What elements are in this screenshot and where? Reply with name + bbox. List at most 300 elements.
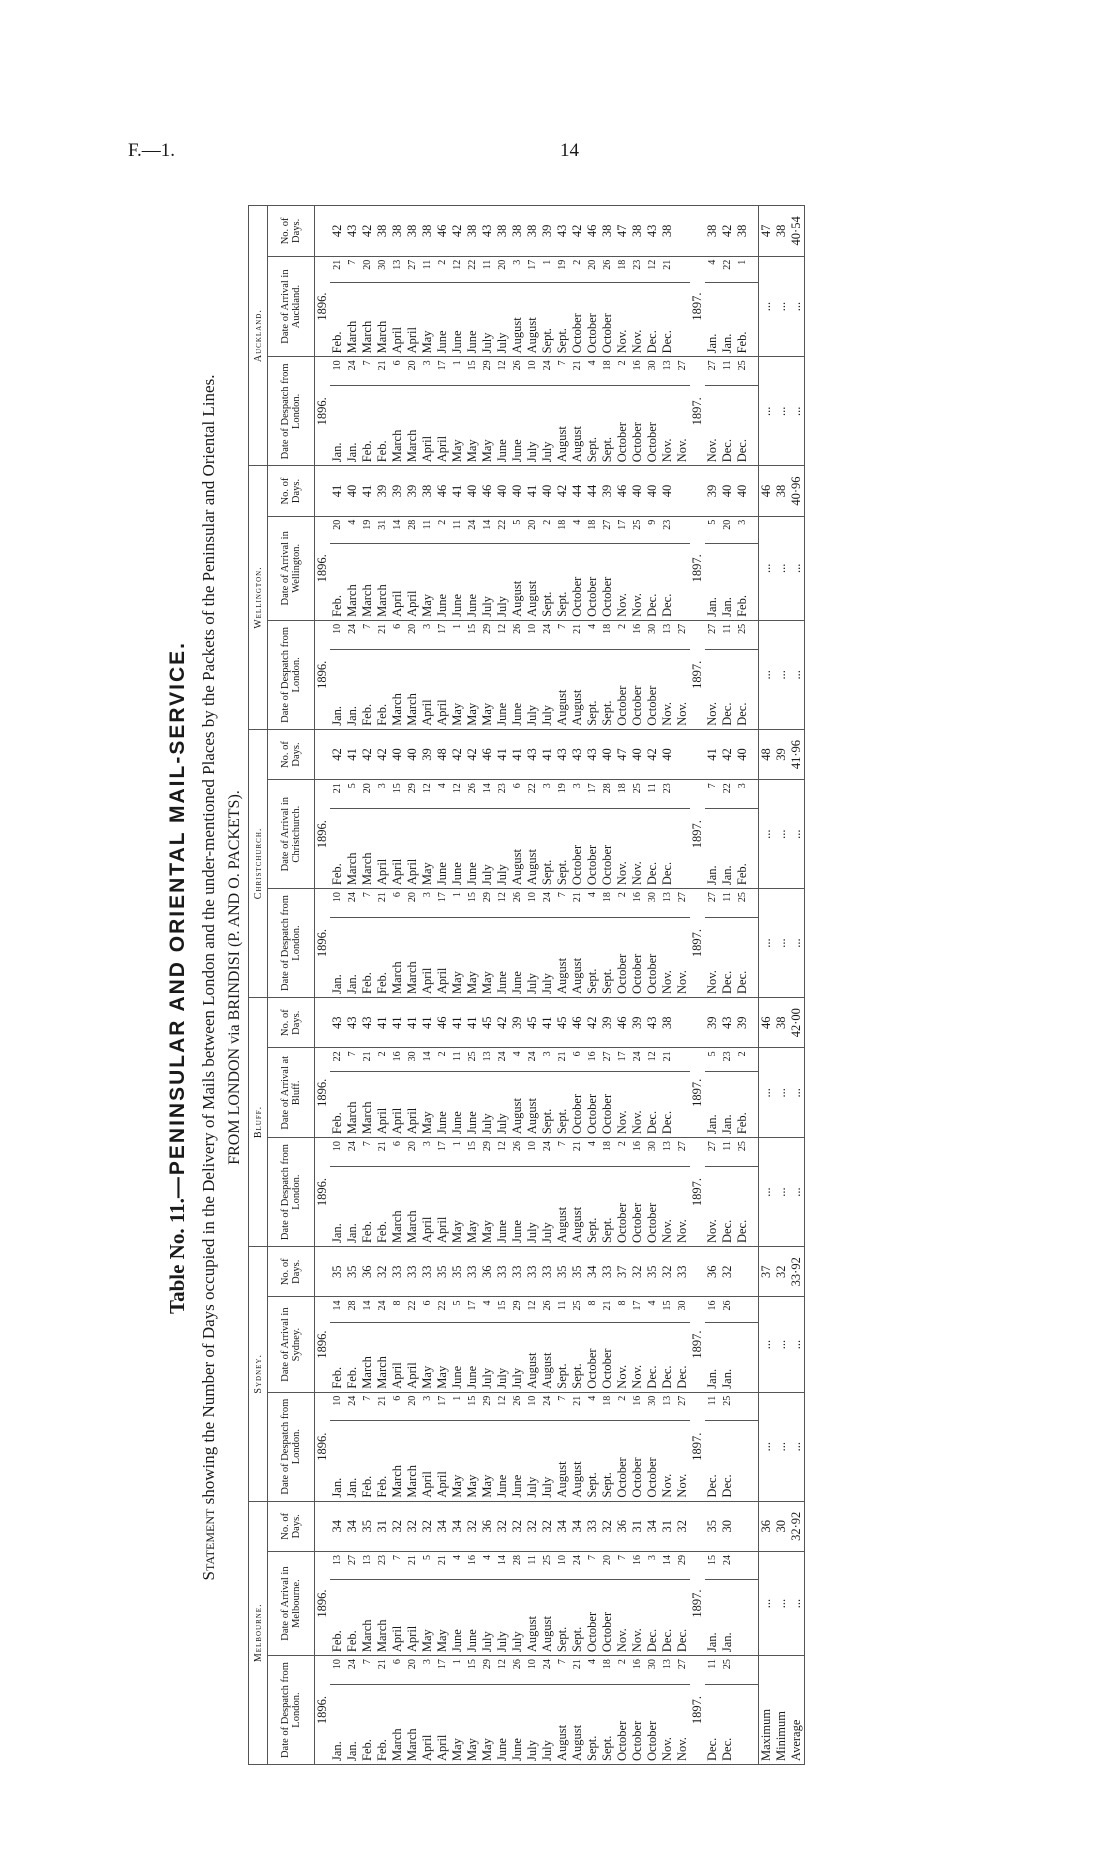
table-row (600, 206, 615, 1765)
empty-cell (315, 1501, 331, 1551)
group-christchurch: Christchurch. (249, 729, 268, 997)
arrival-day: 24 (570, 1552, 585, 1580)
arrival-day: 3 (570, 780, 585, 809)
despatch-day: 4 (585, 889, 600, 918)
despatch-day: 10 (525, 357, 540, 386)
arrival-month: October (570, 1072, 585, 1138)
despatch-day: 12 (495, 1656, 510, 1685)
despatch-month: June (510, 649, 525, 729)
arrival-day: 23 (630, 256, 645, 283)
days-count: 33 (390, 1247, 405, 1297)
despatch-month: July (540, 649, 555, 729)
arrival-month (675, 809, 690, 889)
arrival-day: 20 (525, 516, 540, 544)
arrival-month: Feb. (735, 283, 750, 357)
days-count: 36 (360, 1247, 375, 1297)
days-count: 43 (720, 997, 735, 1047)
despatch-day: 2 (615, 1392, 630, 1421)
arrival-month: July (510, 1322, 525, 1392)
days-header: No. of Days. (268, 997, 315, 1047)
arrival-month: Sept. (555, 809, 570, 889)
days-count: 34 (450, 1501, 465, 1551)
despatch-day: 2 (615, 357, 630, 386)
arrival-day: 21 (435, 1552, 450, 1580)
despatch-day: 27 (675, 620, 690, 649)
arrival-day: 3 (510, 256, 525, 283)
despatch-day: 17 (435, 1138, 450, 1167)
days-count: 48 (435, 729, 450, 779)
despatch-month: Dec. (720, 649, 735, 729)
arrival-day: 6 (570, 1048, 585, 1072)
days-count: 39 (735, 997, 750, 1047)
route-heading: FROM LONDON via BRINDISI (P. AND O. PACKETS). (226, 790, 244, 1165)
despatch-day: 7 (555, 1392, 570, 1421)
despatch-day: 7 (555, 1656, 570, 1685)
arrival-day: 24 (630, 1048, 645, 1072)
table-row (420, 206, 435, 1765)
empty-cell (750, 649, 759, 729)
arrival-month: October (585, 1579, 600, 1656)
despatch-month: March (405, 649, 420, 729)
arrival-month: Sept. (555, 283, 570, 357)
despatch-day: 6 (390, 1392, 405, 1421)
arrival-month: Dec. (675, 1322, 690, 1392)
arrival-day: 29 (405, 780, 420, 809)
arrival-day: 20 (360, 780, 375, 809)
days-count: 38 (390, 206, 405, 257)
days-count: 40 (735, 466, 750, 516)
arrival-month: May (420, 1579, 435, 1656)
despatch-day: 16 (630, 1392, 645, 1421)
despatch-day: 11 (720, 357, 735, 386)
despatch-month: August (555, 649, 570, 729)
despatch-month: Jan. (330, 1421, 345, 1501)
days-count: 43 (345, 206, 360, 257)
days-count: 35 (555, 1247, 570, 1297)
arrival-day: 5 (345, 780, 360, 809)
arrival-day: 11 (450, 516, 465, 544)
despatch-day: 18 (600, 620, 615, 649)
summary-dots: ... (789, 620, 805, 729)
arrival-day: 25 (570, 1297, 585, 1322)
days-count: 33 (585, 1501, 600, 1551)
days-count: 41 (495, 729, 510, 779)
arrival-month: August (525, 544, 540, 621)
despatch-month: Jan. (345, 1421, 360, 1501)
year-label: 1897. (690, 516, 705, 620)
summary-value: 40·54 (789, 206, 805, 257)
days-count: 39 (540, 206, 555, 257)
despatch-day: 27 (675, 1656, 690, 1685)
despatch-day: 13 (660, 1138, 675, 1167)
despatch-day: 15 (465, 620, 480, 649)
year-label: 1897. (690, 256, 705, 357)
arrival-month: October (570, 283, 585, 357)
table-body (315, 206, 805, 1765)
arrival-month: July (480, 283, 495, 357)
arrival-month: October (600, 1322, 615, 1392)
empty-cell (750, 729, 759, 779)
arrival-day: 7 (705, 780, 720, 809)
despatch-day: 21 (375, 1138, 390, 1167)
year-label: 1897. (690, 1048, 705, 1138)
arrival-month: October (570, 544, 585, 621)
arrival-month: August (525, 809, 540, 889)
despatch-day: 7 (555, 1138, 570, 1167)
despatch-month: Nov. (705, 917, 720, 997)
despatch-month: Sept. (600, 917, 615, 997)
arrival-day: 16 (585, 1048, 600, 1072)
arrival-month: Nov. (615, 283, 630, 357)
arrival-month: Feb. (330, 809, 345, 889)
arrival-day: 13 (360, 1552, 375, 1580)
page-id: F.—1. (128, 140, 176, 161)
despatch-day: 3 (420, 1656, 435, 1685)
despatch-month: October (615, 386, 630, 466)
days-count: 41 (375, 997, 390, 1047)
despatch-month: October (645, 1421, 660, 1501)
arrival-day: 16 (465, 1552, 480, 1580)
despatch-month: Jan. (345, 1166, 360, 1246)
arrival-day: 8 (585, 1297, 600, 1322)
days-count: 43 (585, 729, 600, 779)
days-count: 39 (375, 466, 390, 516)
arrival-day: 22 (435, 1297, 450, 1322)
arrival-month: Feb. (345, 1579, 360, 1656)
table-row (615, 206, 630, 1765)
despatch-day: 21 (375, 620, 390, 649)
arrival-day: 12 (450, 780, 465, 809)
despatch-month: August (555, 1421, 570, 1501)
despatch-month: October (645, 917, 660, 997)
despatch-month: June (495, 1684, 510, 1764)
despatch-month: March (405, 1166, 420, 1246)
despatch-month: May (450, 917, 465, 997)
despatch-month: Nov. (675, 1166, 690, 1246)
arrival-month: Dec. (645, 1322, 660, 1392)
despatch-day: 27 (675, 357, 690, 386)
page-number: 14 (560, 140, 579, 161)
days-count: 46 (615, 997, 630, 1047)
arrival-month: October (600, 809, 615, 889)
despatch-day: 6 (390, 1138, 405, 1167)
days-count: 38 (705, 206, 720, 257)
empty-cell (750, 1656, 759, 1685)
despatch-day: 1 (450, 1656, 465, 1685)
arrival-day: 25 (540, 1552, 555, 1580)
despatch-day: 21 (570, 357, 585, 386)
arrival-month: April (405, 1579, 420, 1656)
arrival-month: June (435, 809, 450, 889)
despatch-day: 20 (405, 1656, 420, 1685)
despatch-day: 29 (480, 1656, 495, 1685)
days-count: 45 (480, 997, 495, 1047)
arrival-month: Dec. (645, 544, 660, 621)
arrival-day: 16 (390, 1048, 405, 1072)
despatch-day: 20 (405, 357, 420, 386)
arrival-month: Feb. (345, 1322, 360, 1392)
arrival-day: 6 (420, 1297, 435, 1322)
arrival-day: 3 (540, 1048, 555, 1072)
despatch-month: March (405, 917, 420, 997)
arrival-day: 20 (585, 256, 600, 283)
days-count: 39 (600, 466, 615, 516)
despatch-day: 21 (375, 889, 390, 918)
days-count: 41 (510, 729, 525, 779)
year-label: 1896. (315, 1297, 331, 1392)
statement-text: showing the Number of Days occupied in the Delivery of Mails between London and the under-mentioned Places by the Packets of the Peninsular and Oriental Lines. (199, 374, 218, 1505)
arrival-month: October (585, 283, 600, 357)
despatch-day: 7 (360, 1392, 375, 1421)
days-count: 42 (330, 729, 345, 779)
year-label: 1896. (315, 256, 331, 357)
despatch-month: Jan. (345, 386, 360, 466)
empty-cell (750, 1048, 759, 1072)
despatch-header: Date of Despatch from London. (268, 1392, 315, 1501)
arrival-day: 24 (525, 1048, 540, 1072)
arrival-day: 27 (405, 256, 420, 283)
arrival-day: 26 (465, 780, 480, 809)
days-count: 38 (660, 997, 675, 1047)
summary-dots: ... (774, 620, 789, 729)
arrival-month: June (465, 1322, 480, 1392)
despatch-month: Feb. (360, 386, 375, 466)
arrival-month: October (585, 1072, 600, 1138)
summary-value: 47 (759, 206, 775, 257)
arrival-month: April (390, 283, 405, 357)
despatch-day: 3 (420, 1138, 435, 1167)
arrival-month: May (435, 1322, 450, 1392)
days-count: 43 (645, 206, 660, 257)
arrival-month: August (510, 809, 525, 889)
days-count: 42 (555, 466, 570, 516)
arrival-day: 5 (705, 516, 720, 544)
summary-dots: ... (789, 1392, 805, 1501)
group-melbourne: Melbourne. (249, 1501, 268, 1764)
despatch-month: July (540, 386, 555, 466)
days-count: 43 (330, 997, 345, 1047)
despatch-month: Jan. (345, 1684, 360, 1764)
arrival-day: 29 (510, 1297, 525, 1322)
despatch-month: Nov. (705, 386, 720, 466)
empty-cell (750, 780, 759, 809)
despatch-day: 16 (630, 620, 645, 649)
despatch-day: 24 (345, 889, 360, 918)
arrival-day: 3 (645, 1552, 660, 1580)
arrival-day: 3 (735, 780, 750, 809)
days-count: 38 (405, 206, 420, 257)
arrival-day: 21 (555, 1048, 570, 1072)
empty-cell (750, 1501, 759, 1551)
summary-value: 42·00 (789, 997, 805, 1047)
summary-value: 33·92 (789, 1247, 805, 1297)
despatch-month: April (420, 1421, 435, 1501)
summary-dots: ... (789, 516, 805, 620)
summary-value: 36 (759, 1501, 775, 1551)
arrival-day: 17 (615, 516, 630, 544)
summary-dots: ... (789, 357, 805, 466)
days-count: 42 (360, 206, 375, 257)
despatch-day: 3 (420, 620, 435, 649)
arrival-month: July (495, 1322, 510, 1392)
arrival-day: 20 (720, 516, 735, 544)
summary-dots: ... (789, 780, 805, 889)
arrival-day: 24 (465, 516, 480, 544)
despatch-day (735, 1392, 750, 1421)
arrival-month: Jan. (720, 809, 735, 889)
despatch-header: Date of Despatch from London. (268, 889, 315, 998)
arrival-month: Jan. (705, 544, 720, 621)
arrival-month: May (435, 1579, 450, 1656)
empty-cell (750, 357, 759, 386)
summary-value: 39 (774, 729, 789, 779)
summary-dots: ... (774, 1552, 789, 1656)
despatch-day: 10 (525, 889, 540, 918)
despatch-day: 21 (375, 1392, 390, 1421)
empty-cell (750, 544, 759, 621)
arrival-month: Sept. (555, 544, 570, 621)
despatch-month: July (540, 917, 555, 997)
days-count: 32 (390, 1501, 405, 1551)
arrival-month: Jan. (720, 544, 735, 621)
arrival-month: August (540, 1579, 555, 1656)
despatch-month: Feb. (375, 1421, 390, 1501)
arrival-month: April (390, 1579, 405, 1656)
days-count: 46 (570, 997, 585, 1047)
days-count: 44 (570, 466, 585, 516)
days-count: 46 (435, 206, 450, 257)
arrival-day: 3 (375, 780, 390, 809)
days-count: 43 (480, 206, 495, 257)
days-header: No. of Days. (268, 1501, 315, 1551)
despatch-month: Dec. (720, 386, 735, 466)
despatch-day: 11 (705, 1656, 720, 1685)
despatch-month: July (540, 1421, 555, 1501)
arrival-day: 14 (660, 1552, 675, 1580)
despatch-month: Dec. (735, 917, 750, 997)
table-row (540, 206, 555, 1765)
despatch-day: 27 (705, 889, 720, 918)
days-count (675, 466, 690, 516)
despatch-month: May (450, 1684, 465, 1764)
year-label: 1897. (690, 620, 705, 729)
despatch-month: October (630, 1166, 645, 1246)
despatch-month: May (480, 917, 495, 997)
year-row (315, 206, 331, 1765)
arrival-month: Sept. (570, 1579, 585, 1656)
arrival-month: Nov. (615, 1579, 630, 1656)
despatch-month: June (510, 1421, 525, 1501)
despatch-day: 13 (660, 1392, 675, 1421)
despatch-month: Sept. (600, 1421, 615, 1501)
days-count: 41 (705, 729, 720, 779)
despatch-day: 1 (450, 1392, 465, 1421)
arrival-day: 24 (495, 1048, 510, 1072)
arrival-month: May (420, 809, 435, 889)
arrival-day: 14 (480, 780, 495, 809)
days-count: 41 (345, 729, 360, 779)
summary-dots: ... (759, 1048, 775, 1138)
arrival-month: Jan. (705, 809, 720, 889)
despatch-month: June (495, 649, 510, 729)
despatch-day: 12 (495, 1138, 510, 1167)
arrival-header: Date of Arrival at Bluff. (268, 1048, 315, 1138)
despatch-day: 21 (570, 1392, 585, 1421)
arrival-day: 4 (480, 1297, 495, 1322)
arrival-day: 5 (510, 516, 525, 544)
empty-cell (750, 1072, 759, 1138)
days-count: 40 (645, 466, 660, 516)
despatch-month: April (435, 1421, 450, 1501)
despatch-day: 10 (525, 620, 540, 649)
days-count: 46 (480, 729, 495, 779)
days-count: 32 (405, 1501, 420, 1551)
despatch-day: 10 (330, 620, 345, 649)
despatch-header: Date of Despatch from London. (268, 357, 315, 466)
despatch-month: Nov. (660, 917, 675, 997)
arrival-month: Dec. (645, 809, 660, 889)
despatch-month: April (435, 917, 450, 997)
days-count: 33 (405, 1247, 420, 1297)
despatch-day: 25 (735, 357, 750, 386)
days-count: 34 (345, 1501, 360, 1551)
arrival-day: 18 (615, 256, 630, 283)
arrival-day (675, 256, 690, 283)
despatch-month: June (510, 1166, 525, 1246)
despatch-month: June (510, 1684, 525, 1764)
arrival-month: April (405, 1322, 420, 1392)
arrival-day: 26 (540, 1297, 555, 1322)
arrival-day: 25 (630, 780, 645, 809)
empty-cell (690, 1501, 705, 1551)
arrival-day: 30 (375, 256, 390, 283)
days-count: 35 (705, 1501, 720, 1551)
despatch-month: Nov. (675, 649, 690, 729)
despatch-day: 4 (585, 357, 600, 386)
days-count: 35 (345, 1247, 360, 1297)
days-count: 42 (720, 206, 735, 257)
arrival-day: 8 (615, 1297, 630, 1322)
days-count: 41 (540, 729, 555, 779)
despatch-day: 12 (495, 1392, 510, 1421)
days-count: 39 (705, 997, 720, 1047)
despatch-day: 16 (630, 1656, 645, 1685)
days-count: 45 (525, 997, 540, 1047)
arrival-month: Dec. (660, 1579, 675, 1656)
table-row (345, 206, 360, 1765)
days-count: 38 (420, 466, 435, 516)
days-count: 32 (600, 1501, 615, 1551)
despatch-header: Date of Despatch from London. (268, 1656, 315, 1765)
days-count: 43 (570, 729, 585, 779)
arrival-month: March (375, 1322, 390, 1392)
year-label: 1896. (315, 1138, 331, 1247)
year-label: 1896. (315, 1552, 331, 1656)
despatch-day: 6 (390, 889, 405, 918)
summary-value: 46 (759, 997, 775, 1047)
table-row (435, 206, 450, 1765)
despatch-month: May (465, 1421, 480, 1501)
arrival-month: Nov. (630, 283, 645, 357)
mail-table (248, 205, 805, 1765)
arrival-header: Date of Arrival in Wellington. (268, 516, 315, 620)
arrival-month: Dec. (660, 1322, 675, 1392)
arrival-month: June (450, 1322, 465, 1392)
days-count (675, 206, 690, 257)
arrival-month: March (375, 544, 390, 621)
arrival-day: 11 (480, 256, 495, 283)
despatch-day: 25 (735, 1138, 750, 1167)
